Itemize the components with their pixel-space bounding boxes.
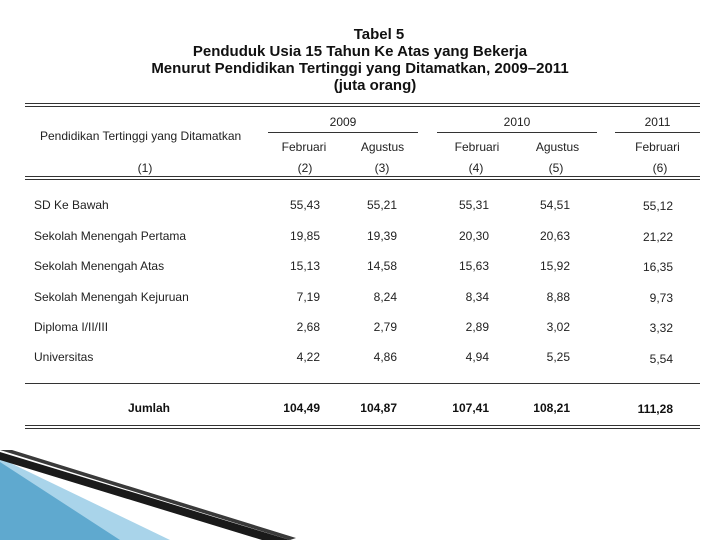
cell-diploma-2010-aug: 3,02: [546, 320, 570, 334]
year-2011: 2011: [644, 115, 671, 129]
total-2010-aug: 108,21: [533, 401, 570, 415]
cell-smk-2010-feb: 8,34: [465, 290, 489, 304]
table-title-block: [0, 26, 720, 94]
year-2010-rule: [437, 132, 597, 133]
year-2009: 2009: [329, 115, 357, 129]
month-2011-feb: Februari: [635, 140, 680, 154]
cell-diploma-2011-feb: 3,32: [649, 321, 673, 335]
col-index-1: (1): [137, 161, 153, 175]
cell-diploma-2010-feb: 2,89: [465, 320, 489, 334]
cell-sma-2010-aug: 15,92: [539, 259, 570, 273]
cell-sma-2011-feb: 16,35: [642, 260, 673, 274]
month-2010-feb: Februari: [454, 140, 500, 154]
col-index-3: (3): [374, 161, 390, 175]
cell-sma-2010-feb: 15,63: [458, 259, 489, 273]
row-label-universitas: Universitas: [34, 350, 94, 364]
row-header-label: Pendidikan Tertinggi yang Ditamatkan: [40, 129, 242, 143]
table-subtitle: Menurut Pendidikan Tertinggi yang Ditamatkan, 2009–2011: [151, 60, 569, 77]
bottom-rule-2: [25, 428, 700, 429]
row-label-sma: Sekolah Menengah Atas: [34, 259, 165, 273]
header-rule-2: [25, 179, 700, 180]
cell-smp-2009-feb: 19,85: [289, 229, 320, 243]
table-title: Penduduk Usia 15 Tahun Ke Atas yang Bekerja: [192, 43, 528, 60]
month-2010-aug: Agustus: [535, 140, 580, 154]
row-label-sd: SD Ke Bawah: [34, 198, 109, 212]
cell-sd-2009-feb: 55,43: [289, 198, 320, 212]
col-index-4: (4): [468, 161, 484, 175]
header-rule: [25, 176, 700, 177]
month-2009-aug: Agustus: [360, 140, 405, 154]
top-rule: [25, 103, 700, 104]
row-label-smp: Sekolah Menengah Pertama: [34, 229, 187, 243]
cell-smp-2010-aug: 20,63: [539, 229, 570, 243]
cell-sd-2009-aug: 55,21: [366, 198, 397, 212]
total-label: Jumlah: [128, 401, 171, 415]
row-label-smk: Sekolah Menengah Kejuruan: [34, 290, 189, 304]
cell-diploma-2009-feb: 2,68: [296, 320, 320, 334]
row-label-diploma: Diploma I/II/III: [34, 320, 109, 334]
table-number: Tabel 5: [353, 26, 405, 43]
cell-univ-2010-aug: 5,25: [546, 350, 570, 364]
cell-sd-2010-aug: 54,51: [539, 198, 570, 212]
cell-smp-2009-aug: 19,39: [366, 229, 397, 243]
cell-sma-2009-aug: 14,58: [366, 259, 397, 273]
cell-sd-2011-feb: 55,12: [642, 199, 673, 213]
cell-smp-2010-feb: 20,30: [458, 229, 489, 243]
slide-corner-decoration: [0, 450, 300, 540]
col-index-5: (5): [548, 161, 564, 175]
cell-smk-2010-aug: 8,88: [546, 290, 570, 304]
cell-smk-2011-feb: 9,73: [649, 291, 673, 305]
top-rule-2: [25, 106, 700, 107]
cell-sd-2010-feb: 55,31: [458, 198, 489, 212]
bottom-rule: [25, 425, 700, 426]
cell-univ-2010-feb: 4,94: [465, 350, 489, 364]
total-2010-feb: 107,41: [452, 401, 489, 415]
total-rule: [25, 383, 700, 384]
cell-smk-2009-aug: 8,24: [373, 290, 397, 304]
table-unit: (juta orang): [333, 77, 417, 94]
year-2010: 2010: [503, 115, 531, 129]
cell-smk-2009-feb: 7,19: [296, 290, 320, 304]
month-2009-feb: Februari: [281, 140, 327, 154]
cell-diploma-2009-aug: 2,79: [373, 320, 397, 334]
cell-univ-2011-feb: 5,54: [649, 352, 673, 366]
cell-univ-2009-aug: 4,86: [373, 350, 397, 364]
col-index-2: (2): [297, 161, 313, 175]
cell-sma-2009-feb: 15,13: [289, 259, 320, 273]
total-2009-aug: 104,87: [360, 401, 397, 415]
year-2011-rule: [615, 132, 700, 133]
total-2011-feb: 111,28: [637, 402, 673, 416]
cell-univ-2009-feb: 4,22: [296, 350, 320, 364]
total-2009-feb: 104,49: [283, 401, 320, 415]
year-2009-rule: [268, 132, 418, 133]
cell-smp-2011-feb: 21,22: [642, 230, 673, 244]
col-index-6: (6): [652, 161, 668, 175]
